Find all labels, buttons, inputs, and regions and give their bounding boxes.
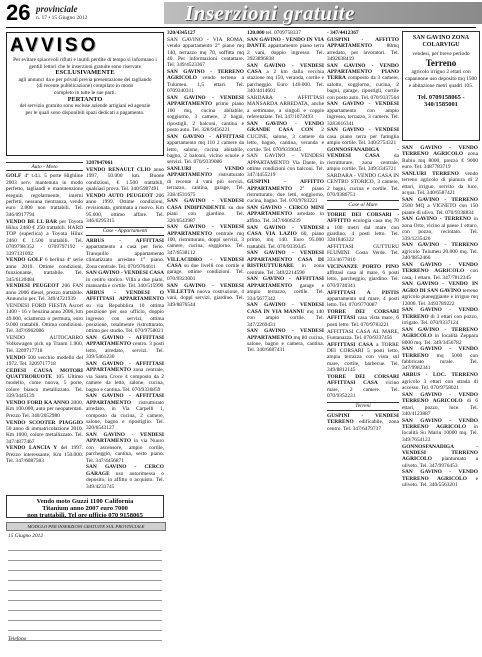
classified-ad: SAN GAVINO - CERCO GARAGE uso autorimessa o deposito, in affitto o acquisto. Tel. 349/4233745 [86, 464, 164, 490]
column-6 [402, 145, 478, 652]
form-phone-label: Telefono [8, 636, 27, 642]
classified-ad: VENDO GOLF 6 berlina 4ª serie anno 2010. Ottime condizioni, funzionante, trattabile. Tel. 345/6120484 [6, 257, 83, 283]
classified-ad: SAN GAVINO - TERRENO AGRICOLO vendo terreno a Tulumeu. 1,5 ettari. Tel. 0709340311 [167, 69, 244, 95]
classified-ad: 120.000 tel. 0709758337 [247, 30, 301, 36]
classified-ad: SAN GAVINO - VENDO TERRENO AGRICOLO e uliveto. Tel. 340/5563201 [402, 469, 478, 489]
classified-ad: SAN GAVINO - VENDESI CASA INDIPENDENTE su due piani con giardino. Tel. 320/6543987 [167, 198, 244, 224]
notice-title: AVVISO [10, 35, 99, 56]
classified-ad: SAN GAVINO - VENDESI CASA in centro storico. Villa a due piani, mansarda e cortile. Tel. 340/515990 [86, 270, 164, 290]
classified-ad: SANLURI - VENDO APPARTAMENTO ristrutturato di recente 4 vani più servizi, terrazzo, cantina, garage, Tel. 338/4531675 [167, 166, 244, 198]
ad-line: agricolo irriguo 2 ettari con capannone uso deposito mq 1500 e abitazione metri quadri 105. [405, 69, 477, 89]
promo-line: Titanium anno 2007 euro 7000 [42, 505, 128, 513]
classified-ad: SAN GAVINO - VENDO TERRENO di 3 ettari con pozzo, irrigato. Tel. 070/9337124 [402, 307, 478, 327]
page-number: 26 [6, 0, 31, 25]
classified-ad: SAN GAVINO - AFFITTASI appartamento mq 110 2 camere da letto, salone, cucina abitabile, bagno, 2 balconi, vicino scuole e servizi. Tel. 070/9339086 [167, 133, 244, 166]
notice-line: per le quali sono disponibili spazi dedicati a pagamento. [25, 109, 145, 116]
form-line[interactable] [8, 581, 162, 591]
classified-ad: SAN GAVINO - VENDO TERRENO AGRICOLO in località Su Mariu 10000 mq. Tel. 349/7654123 [402, 417, 478, 443]
newspaper-logo: provinciale [36, 4, 78, 14]
classified-ad: SAN GAVINO - VENDO TERRENO AGRICOLO con casa, 1 ettaro. Tel. 347/7812345 [402, 261, 478, 281]
column-2 [86, 160, 164, 494]
classified-ad: VENDO RENAULT CLIO anno 1997, 50.000 km. Buone condizioni, € 1.500 trattabili, qualsiasi prova. Tel. 340/5987491 [86, 166, 164, 192]
classified-ad: CEDESI CAUSA MOTORI QUATTRORUOTE 105 Ultimo modello, come nuova, 5 porte, colore bianco metallizzato. Tel. 339/3445139 [6, 367, 83, 400]
notice-line: completo in tutte le sue parti. [54, 89, 116, 96]
form-banner: MODULO PER INSERZIONI GRATUITE SUL PROVINCIALE [6, 522, 166, 531]
classified-ad: GONNOSFANADIGA - VENDESI TERRENO AGRICOLO piantumato a uliveto. Tel. 347/9976453 [402, 443, 478, 469]
form-line[interactable] [8, 591, 162, 601]
classified-ad: GUSPINI - AFFITTO APPARTAMENTO 2° piano ristrutturato, due letti, soggiorno, cucina, bagno. Tel. 070/9783221 [247, 179, 324, 205]
notice-line: PERTANTO [67, 95, 103, 103]
classified-ad: SAN GAVINO - AFFITTASI APPARTAMENTO zona centrale, via Santa Croce 4 composto da 2 camere da letto, salone, cucina, bagno e cantina. Tel. 070/9336859 [86, 360, 164, 393]
classified-ad: SARDARA - VENDO CASA IN CENTRO STORICO, 3 camere, 2 bagni, cucina e cortile. Tel. 070/9386751 [327, 172, 399, 198]
notice-box [6, 32, 164, 156]
classified-ad: SAN GAVINO - VENDO TERRENO AGRICOLO zona Rubiu mq 8000, prezzo € 9000 euro. Tel. 3487783719 [402, 145, 478, 171]
classified-ad: SAN GAVINO - VIA ROMA, vendo appartamento 2° piano mq 140, terrazzo mq 70, soffitta mq 40. Per informazioni contattare. Tel. 349/4523367 [167, 36, 244, 69]
classified-ad: SAN GAVINO - VENDO TERRENO mq 5000 con fabbricato rurale. Tel. 347/9982341 [402, 346, 478, 372]
classified-ad: SAN GAVINO - VENDESI APPARTAMENTO mq 80 cucina, salone, bagno e camera, cantina. Tel. 340/6687431 [247, 328, 324, 354]
classified-ad: SAN GAVINO - AFFITTASI APPARTAMENTO centro. 3 posti letto, arredato, servizi. Tel. 339/5461230 [86, 335, 164, 361]
form-line[interactable] [8, 631, 162, 641]
column-1 [6, 160, 83, 494]
promo-box [6, 495, 164, 518]
classified-ad: VILLACIDRO - VENDESI CASA su due livelli con cortile e garage, ottime condizioni. Tel. 070/9323001 [167, 256, 244, 282]
header-rule [6, 27, 476, 28]
classified-ad: SAN GAVINO - TERRENO in zona Orto, vicino al paese 1 ettaro, con pozzo, recintato. Tel. 339/1235426 [402, 216, 478, 242]
classified-ad: SANLURI TERRENO vendo terreno agricolo di pianura di 2 ettari, irriguo, servito da luce, acqua. Tel. 340/6587421 [402, 170, 478, 197]
classified-ad: SAN GAVINO - CERCO MINI APPARTAMENTO arredato in affitto. Tel. 347/6606239 [247, 205, 324, 224]
classified-ad: SAN GAVINO - VENDESI CASA a 2 km dalla vecchia stazione mq 150, veranda, cortile e parcheggio. Euro 140.000. Tel. 340/4414601 [247, 62, 324, 95]
classified-ad: SAN GAVINO - VENDO TERRENO AGRICOLO di 6 ettari, pozzo, luce. Tel. 340/4123887 [402, 391, 478, 417]
form-line[interactable] [8, 621, 162, 631]
form-line[interactable] [8, 571, 162, 581]
form-lines [8, 541, 162, 633]
ad-line: vendesi, per breve periodo [412, 51, 470, 57]
notice-line: gentili lettori che le inserzioni gratuite sono riservate [29, 63, 141, 70]
issue-date: n. 17 • 15 Giugno 2012 [36, 15, 88, 21]
section-label: Case - Appartamenti [86, 227, 164, 236]
classified-ad: TORRE DEI CORSARI AFFITTASI casa vista mare, 6 posti letto. Tel. 070/9783221 [327, 309, 399, 328]
classified-ad: VENDESI PEUGEOT 206 FAN anno 2006 diesel, prezzo trattabile. Annuncio per. Tel. 349/4721939 [6, 283, 83, 303]
page-header [0, 0, 482, 28]
classified-ad: SAN GAVINO - VENDO IN AGRO DI SAN GAVINO terreno agricolo pianeggiante e irriguo mq 12000. Tel. 3493789222 [402, 281, 478, 307]
notice-line: agli annunci da e per privati previa presentazione del tagliando [18, 76, 152, 83]
classified-ad: GUSPINI - AFFITTO APPARTAMENTO 80mq arredato, per lavoratori. Tel. 3492638419 [327, 36, 399, 62]
classified-ad: SAN GAVINO - VENDO IN VIA DANTE appartamento piano terra 2 vani, doppio ingresso. Tel. 3923896838 [247, 36, 324, 62]
form-line[interactable] [8, 601, 162, 611]
classified-ad: GUSPINI - VENDESI TERRENO edificabile, zona centro. Tel. 347/6479737 [327, 413, 399, 432]
form-line[interactable] [8, 561, 162, 571]
classified-ad: SAN GAVINO - VENDO GRANDE CASA CON 2 CUCINE, salone, 3 camere da letto, bagno, cantina, veranda e cortile. Tel. 070/9339045 [247, 120, 324, 153]
ad-line: Terreno [425, 58, 457, 68]
form-date: 15 Giugno 2012 [8, 533, 44, 539]
classified-ad: SAN GAVINO - AFFITTASI APPARTAMENTO ristrutturato arredato, in Via Carpelli 1, composto da cucina, 2 camere, salone, bagno e ripostiglio. Tel. 320/6543127 [86, 393, 164, 432]
notice-line: Per evitare spiacevoli rifiuti e inutili perdite di tempo si informano i [13, 57, 157, 63]
promo-line: Vendo moto Guzzi 1100 California [36, 498, 134, 505]
ad-title: SAN GAVINO ZONA COLARVIGU [412, 35, 470, 48]
classified-ad: SAN GAVINO - TERRENO 2500 MQ a VIGNETO con 150 piante di ulivo. Tel. 070/9338834 [402, 196, 478, 216]
classified-ad: GOLF 4ª t.d.i. 5 porte Highline 2003 serv. mantenuta in modo perfetto, tagliandi e manutenzione eseguiti regolarmente, interni perfetti, nessuna rientranza, vendo euro 2.800 non trattabili. Tel. 346/0917794 [6, 173, 83, 218]
section-title: Inserzioni gratuite [185, 1, 355, 25]
classified-ad: 3207047061 [86, 160, 113, 166]
classified-ad: AFFITTASI CASA a TORRE DEI CORSARI 5 posti letto, ampia terrazza con vista sul mare, cortile, barbecue. Tel. 349/8812145 [327, 341, 399, 374]
notice-line: (di recente pubblicazione) compilato in modo [36, 83, 134, 90]
section-label: Auto - Moto [6, 162, 83, 171]
classified-ad: SAN GAVINO - VENDESI appartamento con ampio ingresso, terrazzo, 3 camere. Tel. 3283016341 [327, 101, 399, 127]
notice-body [10, 57, 160, 116]
section-label: Terreni [327, 402, 399, 411]
classified-ad: - 347/4412367 [327, 30, 359, 36]
column-5 [327, 30, 399, 652]
classified-ad: SAN GAVINO - VENDESI APPARTAMENTO CASA DI RISTRUTTURARE in zona centrale. Tel. 349/2214590 [247, 250, 324, 276]
classified-ad: VENDO LANCIA Y del 1997. Prezzo interessante, Km 150.000. Tel. 347/6087583 [6, 445, 83, 465]
classified-ad: SAN GAVINO - VENDESI APPARTAMENTO primo piano 100 mq, cucina abitabile, soggiorno, 3 camere, 2 bagni, ripostigli, 2 balconi, cantina e posto auto. Tel. 328/9456221 [167, 94, 244, 133]
classified-ad: VENDO 500 vecchio modello del 1972. Tel. 3209717718 [6, 354, 83, 367]
classified-ad: VENDO AUTO PEUGEOT 206 anno 1999. Ottime condizioni, revisionata, gommata a nuovo. Km 95.000, ottimo affare. Tel. 346/6295315 [86, 192, 164, 225]
land-ad-box [402, 31, 480, 141]
classified-ad: TORRE DEI CORSARI AFFITTASI CASA vicino mare, 2 camere. Tel. 070/9352231 [327, 373, 399, 400]
classified-ad: AFFITTASI CASA AL MARE, Funtanazza. Tel. 070/9337456 [327, 328, 399, 341]
form-line[interactable] [8, 611, 162, 621]
classified-ad: SAN GAVINO - VENDESI casa piano terra per famiglia ampio cortile. Tel. 340/2754321 [327, 127, 399, 147]
classified-ad: VENDO SCOOTER PIAGGIO 50 anno di immatricolazione 2010. Km 1000, colore metallizzato. Tel. 347/4877467 [6, 419, 83, 445]
classified-ad: GONNOSFANADIGA - VENDESI CASA da ristrutturare, zona centrale, ampio cortile. Tel. 349/3345721 [327, 146, 399, 173]
ad-phone: Tel. 0709158065 - 340/1585001 [417, 94, 465, 108]
notice-line: del servizio gratuito sono escluse aziende artigiani ed agenzie [19, 103, 151, 110]
classified-ad: VENDO AUTOCARRO Volkswagen pick up Tranm 1.900, Tel. 3209717718 [6, 335, 83, 354]
classified-ad: SAN GAVINO - VENDESI CASA IN VIA MANNU mq 140 con ampio cortile. Tel. 347/2269431 [247, 302, 324, 328]
classified-ad: ARBUS - LOC. TERRENO agricolo 3 ettari con strada di accesso. Tel. 070/9758021 [402, 372, 478, 391]
section-label: Case al Mare [327, 200, 399, 209]
classified-ad: VICINANZE PORTO PINO affittasi casa al mare, 6 posti letto, parcheggio, giardino. Tel. 070/9740341 [327, 263, 399, 289]
classified-ad: SAN GAVINO - VENDESI APPARTAMENTO Via Dante, in ottime condizioni con balconi. Tel. 347/4455219 [247, 153, 324, 179]
promo-line: non trattabili. Tel ore ufficio 070 9158065 [27, 512, 143, 520]
classified-ad: TORRE DEI CORSARI - AFFITTO ecologia casa mq 70 a 100 metri dal mare con giardino, 4 posti letto. Tel. 3281846322 [327, 211, 399, 244]
classified-ad: 320/4345127 [167, 30, 196, 36]
classified-ad: SAN GAVINO - TERRENO agricolo Tulumeu 20.000 mq. Tel. 340/9852466 [402, 242, 478, 262]
classified-ad: AFFITTASI A PISTIS appartamento sul mare, 4 posti letto. Tel. 070/9770087 [327, 289, 399, 309]
classified-ad: VENDESI FORD FIESTA Ascort 1400 - 16 v benzina anno 2006, km 49.000, sciattenza o permuta, euro 9.000 trattabili. Ottima condizioni. Tel. 347/6962086 [6, 302, 83, 335]
classified-ad: SAN GAVINO - AFFITTASI APPARTAMENTO garage e ampio terrazzo, cortile. Tel. 334/5677342 [247, 276, 324, 302]
column-3 [167, 30, 244, 652]
classified-ad: VENDO FORD KA ANNO 2000, Km 100.000, auto per neopatentati. Prezzo Tel. 340/2052980 [6, 400, 83, 419]
classified-ad: ARBUS - AFFITTASI appartamento a casa per ferie. Tranquillo appartamento climatizzato arredato 1° piano. Zona centrale. Tel. 070/9764611 [86, 238, 164, 270]
classified-ad: SAN GAVINO - VENDESI VILLETTA nuova costruzione, 4 vani, doppi servizi, giardino. Tel. 349/8876544 [167, 282, 244, 308]
form-line[interactable] [8, 541, 162, 551]
classified-ad: SARDARA - AFFITTASI MANSARDA ARREDATA, anche a settimane, a singoli e coppie referenziate. Tel. 347/1072493 [247, 94, 324, 121]
classified-ad: SAN GAVINO - VENDO APPARTAMENTO PIANO TERRA composto da 3 camere, salotto, soggiorno, cucina, 2 bagni, garage, ripostigli, cortile con posto auto. Tel. 070/9337564 [327, 62, 399, 101]
classified-ad: SAN GAVINO - TERRENO AGRICOLO in località Zeppara 8000 mq. Tel. 349/3456782 [402, 326, 478, 346]
notice-line: ESCLUSIVAMENTE [55, 69, 115, 77]
column-4 [247, 30, 324, 652]
form-line[interactable] [8, 551, 162, 561]
classified-ad: SAN GAVINO - VENDESI APPARTAMENTO centrale mq 100, ristrutturato, doppi servizi, 3 camere, cucina, soggiorno. Tel. 347/6538112 [167, 224, 244, 256]
classified-ad: AFFITTASI GUTTURU FLUMINI. Costa Verde. Tel. 333/4677810 [327, 244, 399, 263]
classified-ad: SAN GAVINO - VENDESI APPARTAMENTO in via Nuoro con ascensore, ampio cortile, parcheggio, cantina, sesto piano. Tel. 347/4456871 [86, 432, 164, 464]
classified-ad: VENDO BE LL BAR per Toyota Hilux 2460 € 250 trattabili. HARD TOP (superlica) a Toyota Hilux 2460 € 1.500 trattabili. Tel. 0709798/352 - 0709797192 - 3397131092 [6, 218, 83, 257]
classified-ad: ARBUS - VENDESI O AFFITTASI APPARTAMENTO su via Repubblica 10 ottima posizione per uso ufficio, doppio ingresso con servizi, ottima posizione, totalmente ristrutturato, ottimo per studio. Tel. 070/9758021 [86, 289, 164, 335]
classified-ad: SAN GAVINO - VENDESI CASA VIA LAZIO 60, piano primo, mq 140. Euro 95.000 trattabili. Tel. 070/9339345 [247, 224, 324, 250]
